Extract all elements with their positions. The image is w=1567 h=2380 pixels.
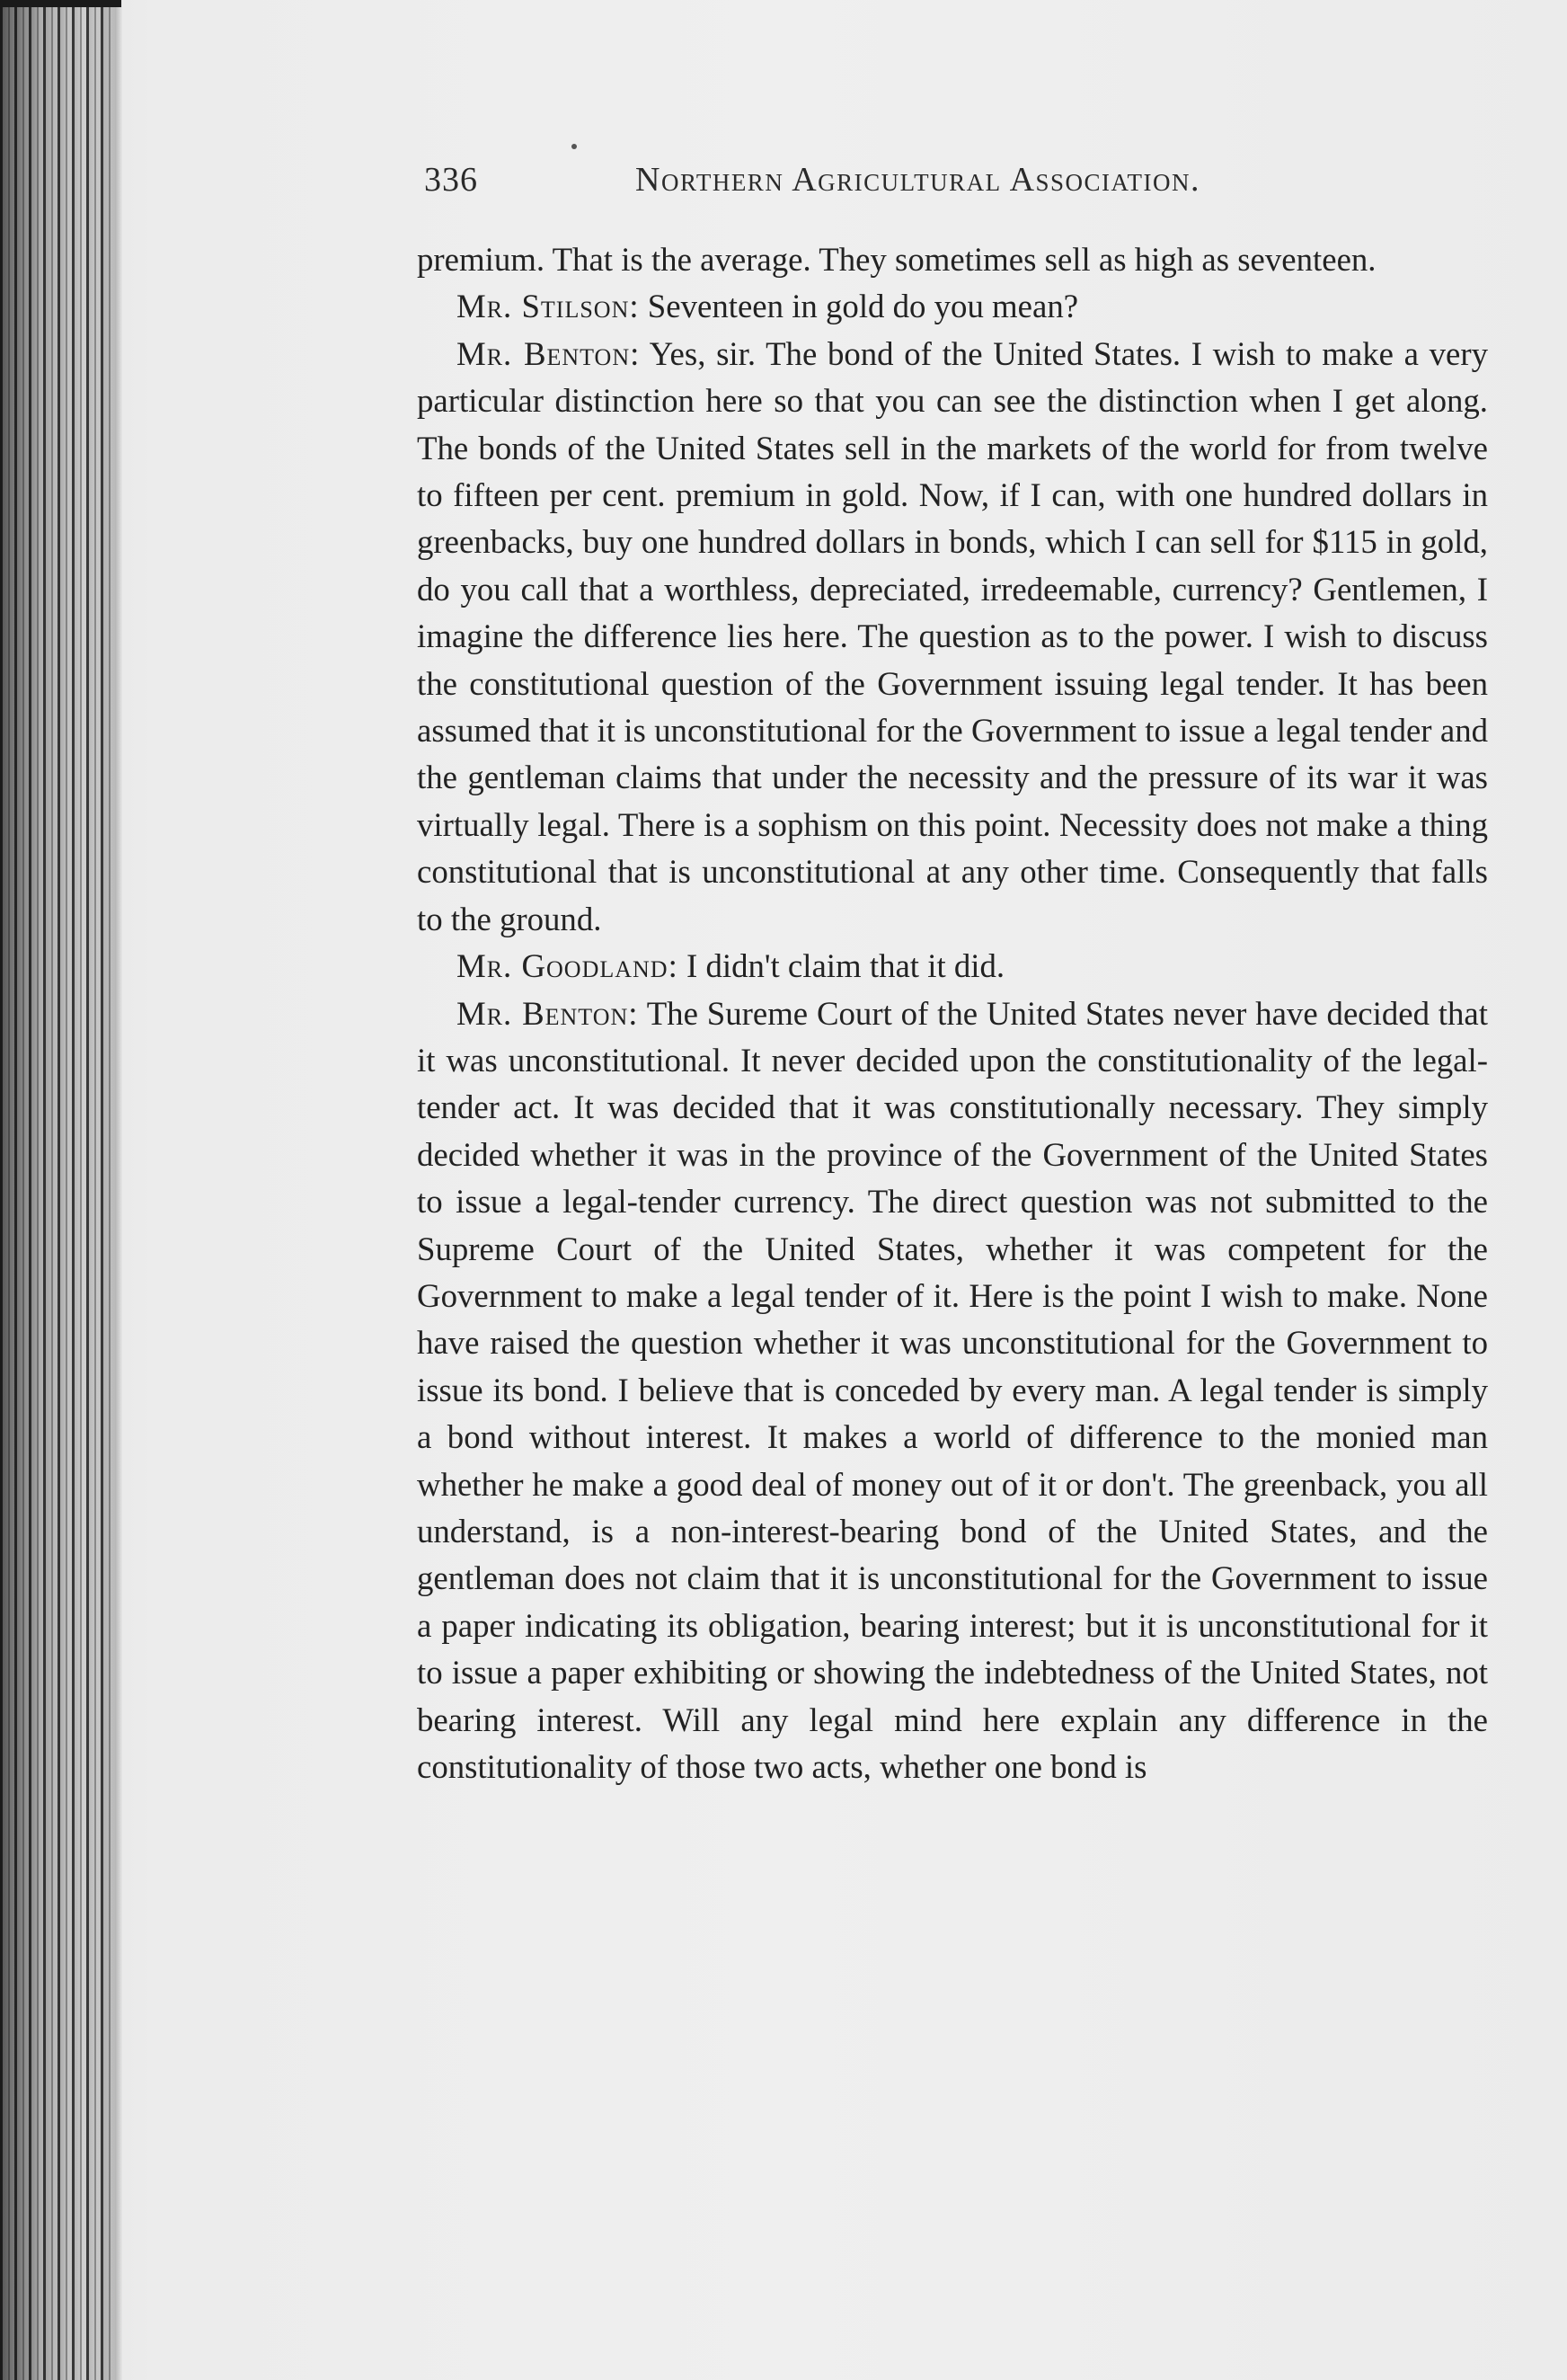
paragraph-0 [417,236,1488,283]
paragraph-4 [417,990,1488,1791]
page-number: 336 [424,161,478,199]
paragraph-text: I didn't claim that it did. [686,947,1005,985]
running-title: Northern Agricultural Association. [635,161,1201,199]
binding-top-rule [0,0,121,7]
paragraph-2 [417,331,1488,943]
speaker-name: Mr. Benton: [456,994,639,1032]
speaker-name: Mr. Stilson: [456,288,640,325]
binding-shadow [0,0,121,2380]
ink-speck [571,144,577,149]
running-header [424,160,1502,214]
speaker-name: Mr. Goodland: [456,947,678,985]
paragraph-3 [417,943,1488,990]
paragraph-text: Yes, sir. The bond of the United States. I wish to make a very particular distinction here so that you can see the distinction when I get along. The bonds of the United States sell in the markets of the world for from twelve to fifteen per cent. premium in gold. Now, if I can, with one hundred dollars in greenbacks, buy one hundred dollars in bonds, which I can sell for $115 in gold, do you call that a worthless, depreciated, irredeemable, currency? Gentlemen, I imagine the difference lies here. The question as to the power. I wish to discuss the constitutional question of the Government issuing legal tender. It has been assumed that it is unconstitutional for the Government to issue a legal tender and the gentleman claims that under the necessity and the pressure of its war it was virtually legal. There is a sophism on this point. Necessity does not make a thing constitutional that is unconstitutional at any other time. Consequently that falls to the ground. [417,334,1489,937]
paragraph-text: Seventeen in gold do you mean? [647,288,1079,325]
speaker-name: Mr. Benton: [456,334,641,372]
paragraph-text: The Sureme Court of the United States never have decided that it was unconstitutional. It never decided upon the constitutionality of the legal-tender act. It was decided that it was constitutionally necessary. They simply decided whether it was in the province of the Government of the United States to issue a legal-tender currency. The direct question was not submitted to the Supreme Court of the United States, whether it was competent for the Government to make a legal tender of it. Here is the point I wish to make. None have raised the question whether it was unconstitutional for the Government to issue its bond. I believe that is conceded by every man. A legal tender is simply a bond without interest. It makes a world of difference to the monied man whether he make a good deal of money out of it or don't. The greenback, you all understand, is a non-interest-bearing bond of the United States, and the gentleman does not claim that it is unconstitutional for the Government to issue a paper indicating its obligation, bearing interest; but it is unconstitutional for it to issue a paper exhibiting or showing the indebtedness of the United States, not bearing interest. Will any legal mind here explain any difference in the constitutionality of those two acts, whether one bond is [417,994,1488,1785]
page-edge [115,0,122,2380]
page-body [417,236,1488,1790]
paragraph-1 [417,283,1488,330]
paragraph-text: premium. That is the average. They sometimes sell as high as seventeen. [417,241,1377,278]
